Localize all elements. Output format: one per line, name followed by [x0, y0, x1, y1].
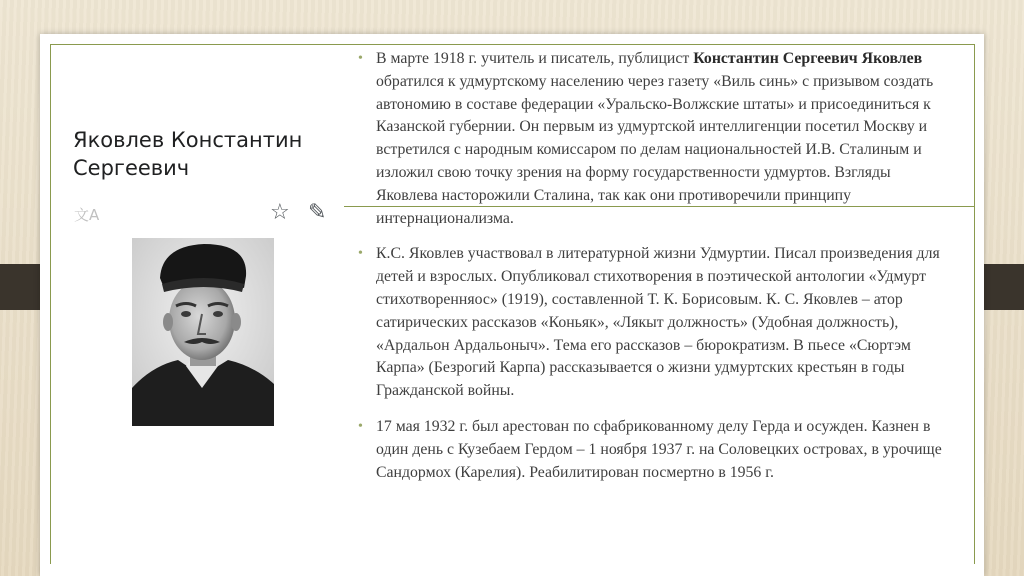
translate-icon[interactable]: 文A — [74, 206, 100, 224]
bullet-list — [358, 48, 944, 484]
portrait-photo — [132, 238, 274, 426]
pencil-icon[interactable]: ✎ — [308, 200, 327, 225]
bullet-1-text-pre: В марте 1918 г. учитель и писатель, публицист — [376, 50, 694, 67]
infobox-title: Яковлев Константин Сергеевич — [73, 128, 303, 180]
bullet-item-2 — [358, 243, 944, 403]
bullet-item-3 — [358, 416, 944, 484]
bullet-item-1 — [358, 48, 944, 230]
bullet-1-bold-name: Константин Сергеевич Яковлев — [693, 50, 923, 67]
star-icon[interactable]: ☆ — [270, 200, 290, 225]
infobox-toolbar — [72, 200, 338, 230]
main-text-content — [358, 48, 944, 484]
bullet-dot: • — [358, 51, 363, 66]
bullet-2-text: К.С. Яковлев участвовал в литературной жизни Удмуртии. Писал произведения для детей и взрослых. Опубликовал стихотворения в поэтической антологии «Удмурт стихотворенняос» (1919), составленной Т. К. Борисовым. К. С. Яковлев – атор сатирических рассказов «Коньяк», «Лякыт должность» (Удобная должность), «Ардальон Ардальоныч». Тема его рассказов – бюрократизм. В пьесе «Сюртэм Карпа» (Безрогий Карпа) рассказывается о жизни удмуртских крестьян в годы Гражданской войны. — [376, 245, 940, 400]
bullet-1-text-post: обратился к удмуртскому населению через газету «Виль синь» с призывом создать автономию в составе федерации «Уральско-Волжские штаты» и присоединиться к Казанской губернии. Он первым из удмуртской интеллигенции посетил Москву и встретился с народным комиссаром по делам национальностей И.В. Сталиным и изложил свою точку зрения на форму государственности удмуртов. Взгляды Яковлева насторожили Сталина, так как они противоречили принципу интернационализма. — [376, 72, 934, 227]
bullet-dot: • — [358, 418, 363, 434]
bullet-3-text: 17 мая 1932 г. был арестован по сфабрикованному делу Герда и осужден. Казнен в один день с Кузебаем Гердом – 1 ноября 1937 г. на Соловецких островах, в урочище Сандормох (Карелия). Реабилитирован посмертно в 1956 г. — [376, 417, 942, 481]
wiki-infobox-panel — [60, 118, 342, 434]
bullet-dot: • — [358, 246, 363, 262]
